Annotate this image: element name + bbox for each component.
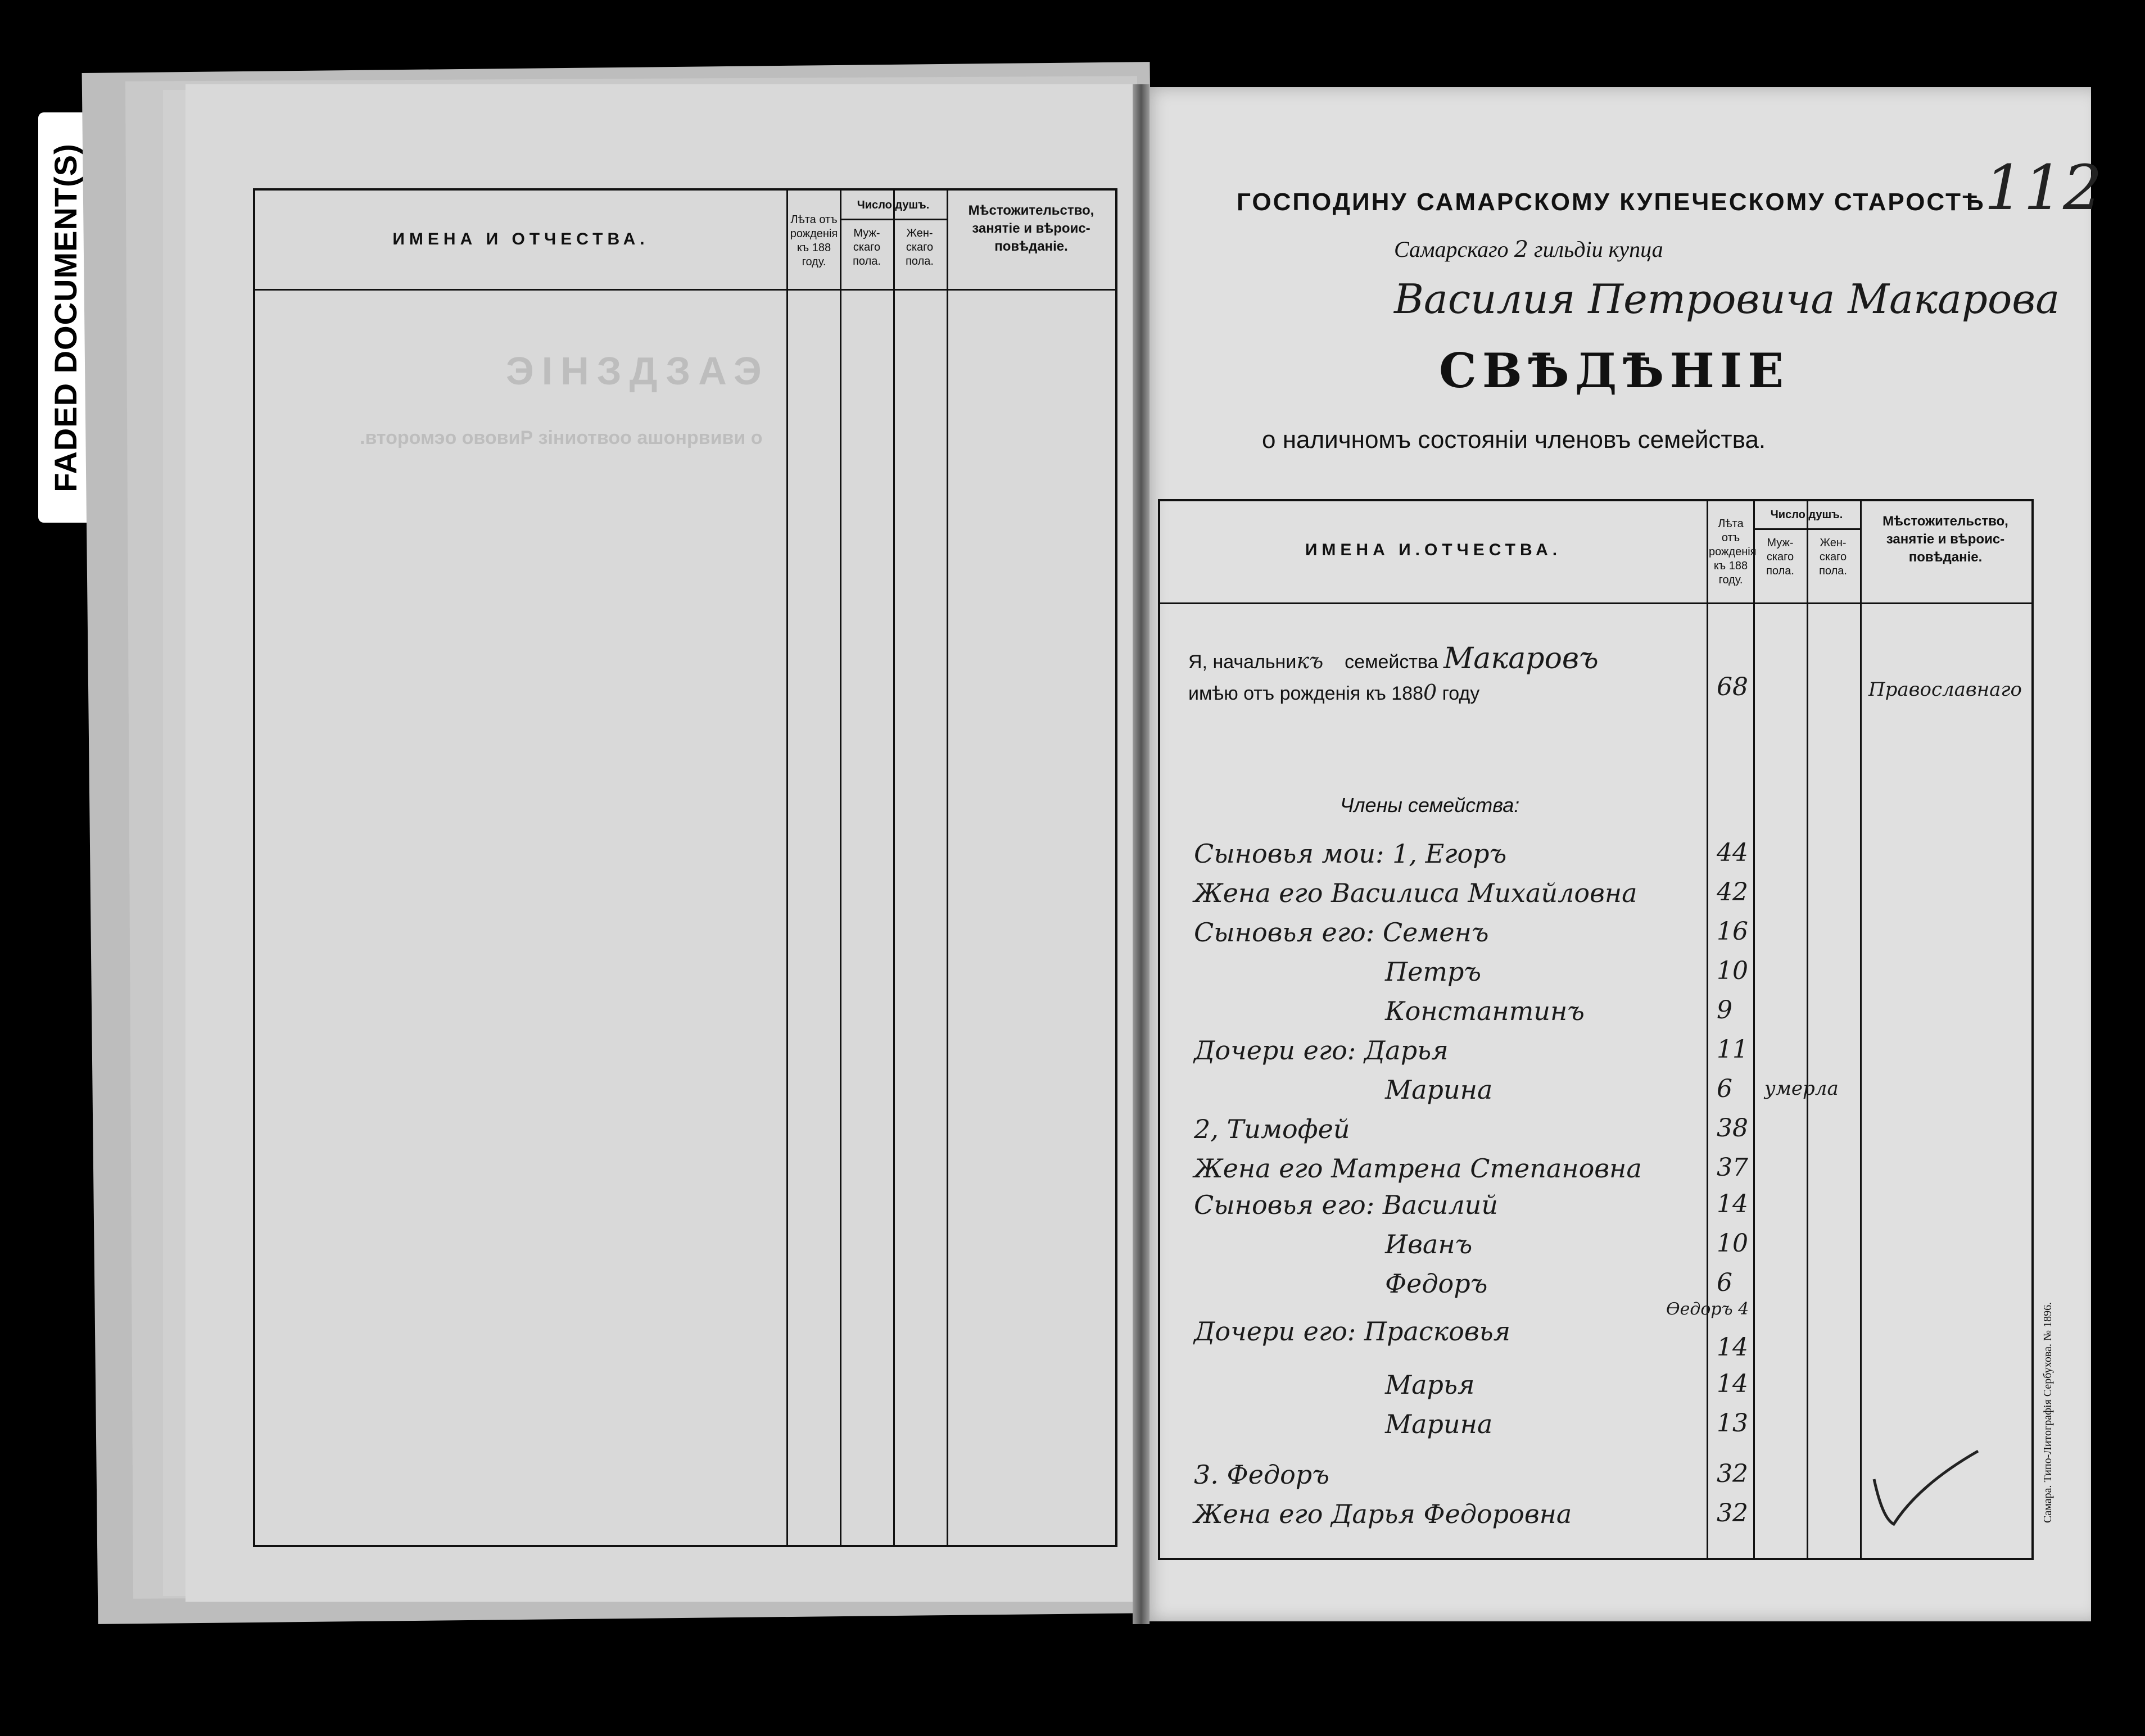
address-line: ГОСПОДИНУ САМАРСКОМУ КУПЕЧЕСКОМУ СТАРОСТѢ: [1237, 188, 1986, 216]
member-age: 37: [1717, 1153, 1748, 1182]
left-header-female: Жен-скаго пола.: [906, 227, 934, 268]
bleed-through-text: ЭІНЗДЗАЭ: [506, 349, 770, 393]
printer-credit: Самара. Типо-Литографія Сербухова. № 1896.: [2042, 1302, 2054, 1523]
members-label: Члены семейства:: [1340, 794, 1520, 817]
member-age: 32: [1717, 1499, 1748, 1528]
member-name: Жена его Дарья Федоровна: [1194, 1499, 1572, 1529]
member-age: 32: [1717, 1459, 1748, 1488]
member-age: 16: [1717, 917, 1748, 946]
stamp-label: FADED DOCUMENT(S): [47, 143, 83, 492]
member-name: 3. Федоръ: [1194, 1459, 1329, 1490]
bleed-through-text: .второмэо ововиР зіниотвоо ашонрвиви о: [360, 427, 763, 448]
right-header-female: Жен-скаго пола.: [1819, 537, 1847, 577]
member-name: Дочери его: Дарья: [1194, 1035, 1449, 1066]
member-name: 2, Тимофей: [1194, 1114, 1350, 1144]
book-gutter: [1133, 84, 1150, 1624]
merchant-line: Самарскаго 2 гильдіи купца: [1394, 237, 1663, 262]
right-ledger-table: [1158, 499, 2034, 1560]
member-age: 11: [1717, 1035, 1748, 1064]
member-name: Сыновья мои: 1, Егоръ: [1194, 838, 1507, 869]
merchant-name: Василия Петровича Макарова: [1394, 275, 2060, 323]
head-line-2: имѣю отъ рожденія къ 1880 году: [1188, 680, 1480, 705]
left-header-souls: Число душъ.: [857, 199, 930, 211]
member-name: Жена его Василиса Михайловна: [1194, 878, 1637, 908]
member-age: 14: [1717, 1333, 1748, 1362]
member-age: 42: [1717, 878, 1748, 906]
head-age: 68: [1717, 673, 1748, 701]
right-header-years: Лѣта отъ рожденія къ 188 году.: [1709, 518, 1757, 586]
member-name: Петръ: [1385, 957, 1482, 987]
member-age: 10: [1717, 957, 1748, 985]
member-age: 44: [1717, 838, 1748, 867]
head-religion: Православнаго: [1868, 678, 2022, 701]
check-mark-icon: [1868, 1445, 1981, 1530]
member-age: 14: [1717, 1370, 1748, 1398]
member-age: 6: [1717, 1075, 1732, 1103]
left-header-names: ИМЕНА И ОТЧЕСТВА.: [392, 230, 649, 248]
member-name: Сыновья его: Василий: [1194, 1190, 1498, 1220]
member-name: Иванъ: [1385, 1229, 1473, 1259]
member-name: Константинъ: [1385, 996, 1585, 1026]
right-header-souls: Число душъ.: [1770, 509, 1843, 521]
member-name: Марина: [1385, 1409, 1493, 1439]
left-header-years: Лѣта отъ рожденія къ 188 году.: [790, 214, 838, 268]
member-name: Дочери его: Прасковья: [1194, 1316, 1511, 1347]
member-note: Ѳедоръ 4: [1666, 1299, 1749, 1319]
member-age: 9: [1717, 996, 1732, 1025]
right-header-names: ИМЕНА И.ОТЧЕСТВА.: [1305, 541, 1562, 559]
head-line-1: Я, начальникъ семейства Макаровъ: [1188, 642, 1599, 676]
document-subtitle: о наличномъ состояніи членовъ семейства.: [1262, 426, 1766, 454]
member-age: 14: [1717, 1190, 1748, 1218]
guild-number: 2: [1514, 237, 1529, 262]
member-age: 10: [1717, 1229, 1748, 1258]
member-name: Сыновья его: Семенъ: [1194, 917, 1489, 948]
left-header-male: Муж-скаго пола.: [853, 227, 881, 268]
member-name: Федоръ: [1385, 1268, 1488, 1299]
right-header-residence: Мѣстожительство, занятіе и вѣроис-повѣданіе.: [1882, 514, 2008, 565]
member-age: 13: [1717, 1409, 1748, 1438]
member-name: Жена его Матрена Степановна: [1194, 1153, 1642, 1184]
left-header-residence: Мѣстожительство, занятіе и вѣроис-повѣданіе.: [968, 203, 1094, 254]
member-age: 38: [1717, 1114, 1748, 1143]
member-age: 6: [1717, 1268, 1732, 1297]
member-note: умерла: [1764, 1077, 1839, 1100]
page-number: 112: [1984, 152, 2102, 224]
right-header-male: Муж-скаго пола.: [1766, 537, 1794, 577]
member-name: Марья: [1385, 1370, 1475, 1400]
document-title: СВѢДѢНІЕ: [1439, 343, 1790, 398]
member-name: Марина: [1385, 1075, 1493, 1105]
